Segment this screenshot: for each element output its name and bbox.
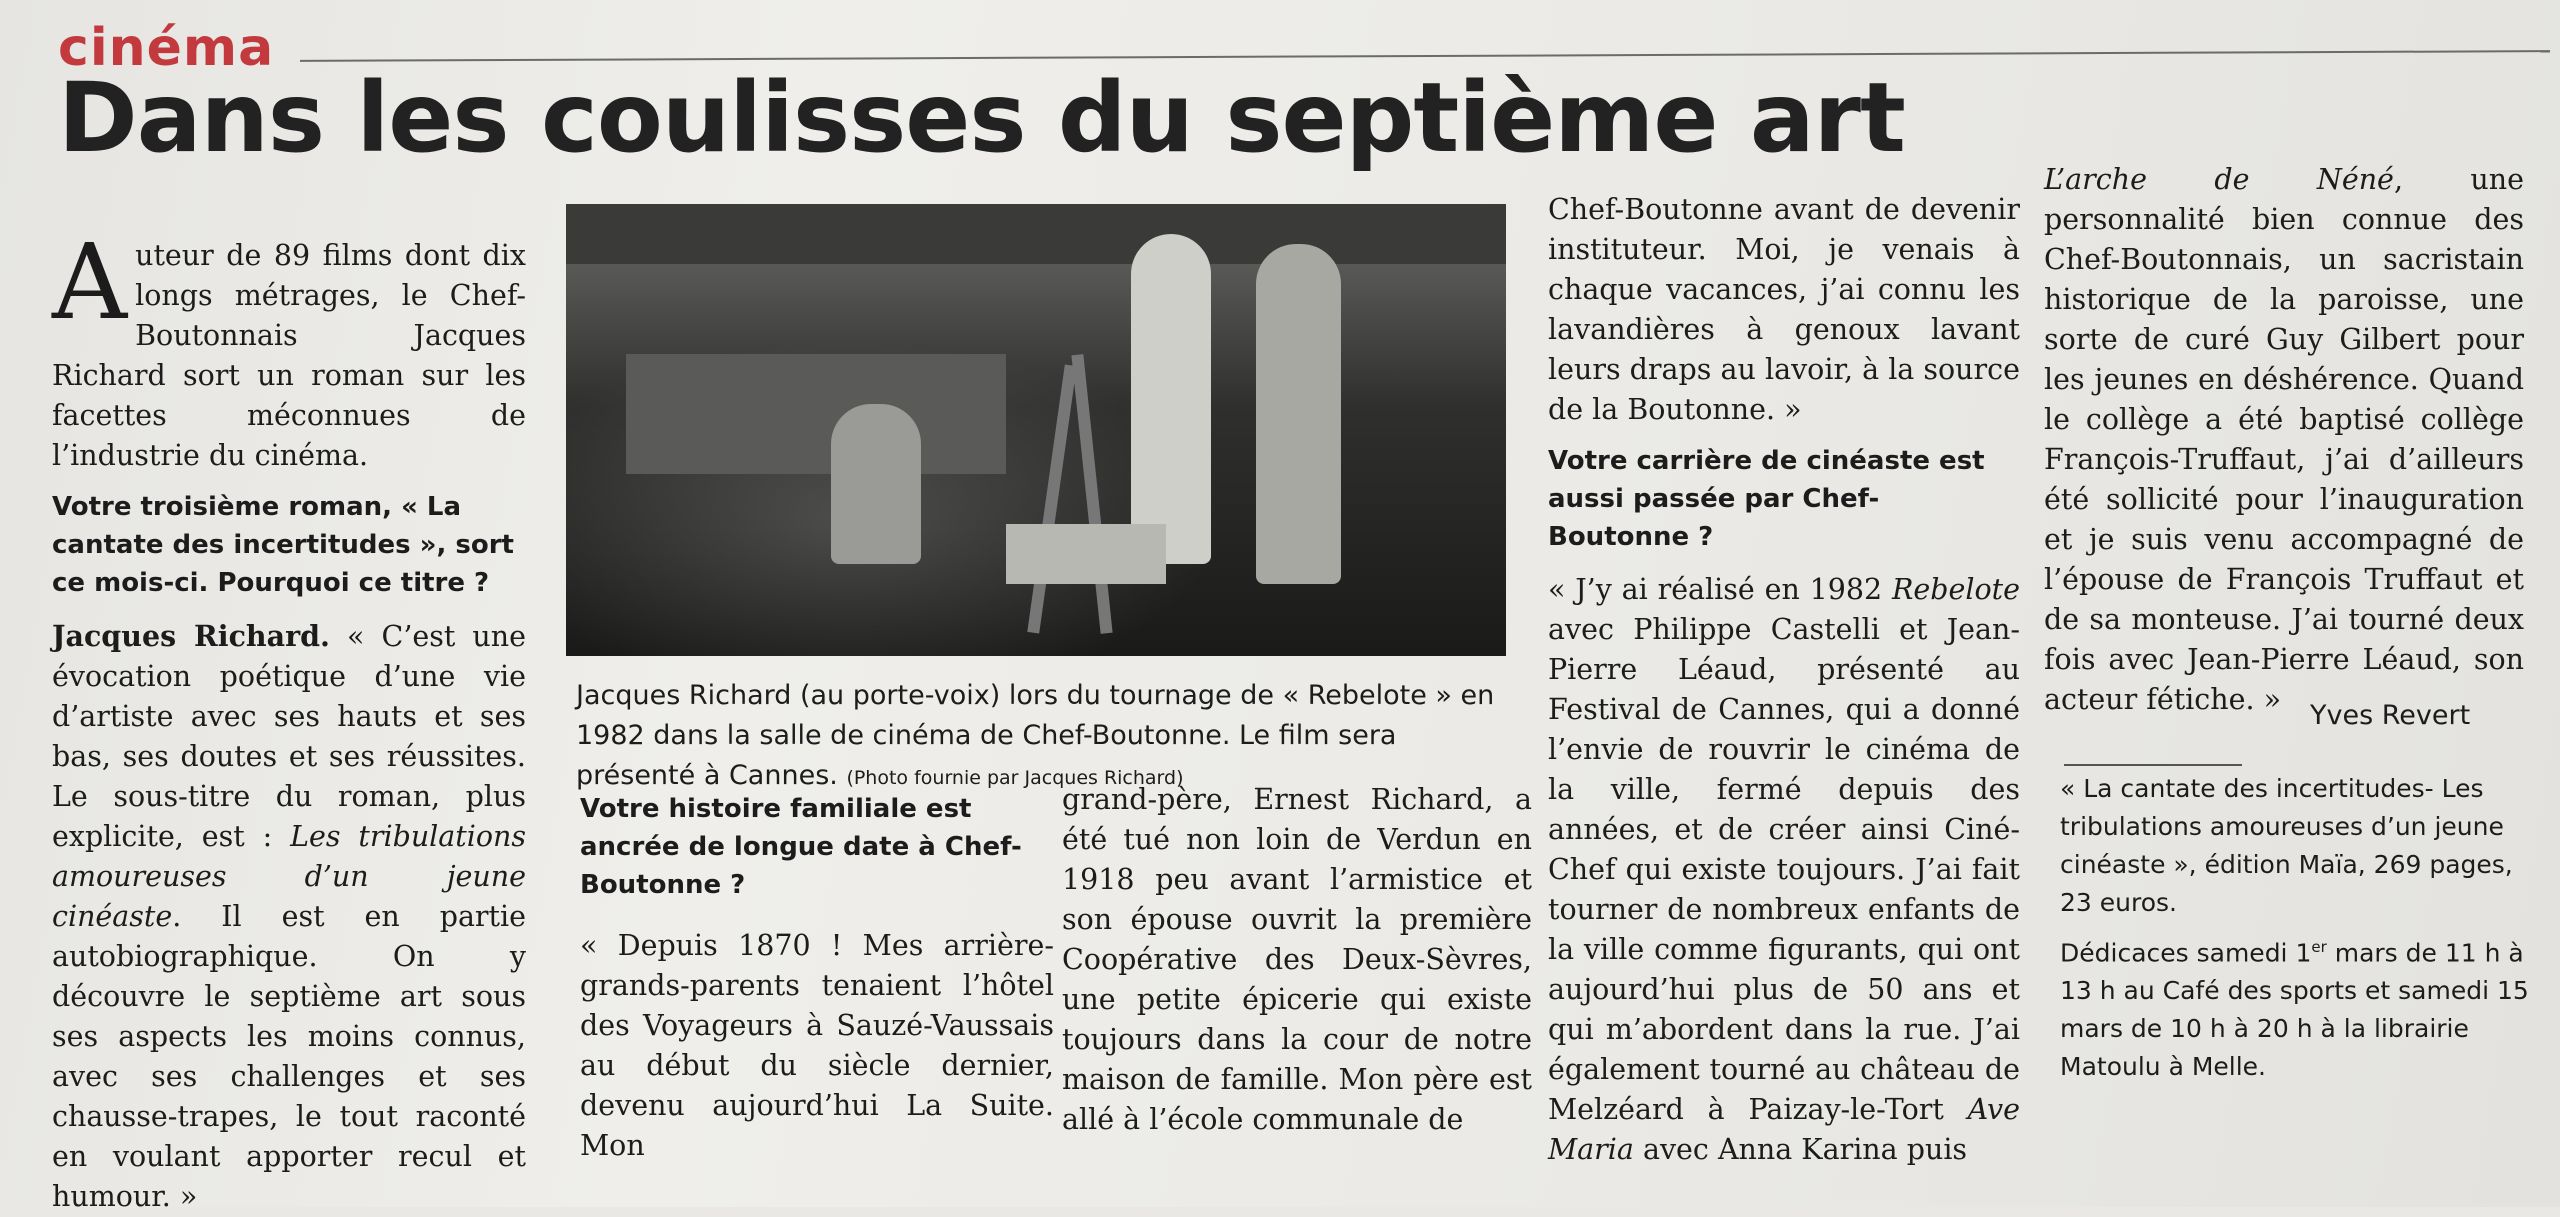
book-info-box [2060,770,2540,1092]
drop-cap: A [52,221,128,343]
column-1 [52,221,526,1217]
column-3 [1062,780,1532,1140]
answer-3: « J’y ai réalisé en 1982 Rebelote avec Philippe Castelli et Jean-Pierre Léaud, présenté au Festival de Cannes, qui a donné l’envie de rouvrir le cinéma de la ville, fermé depuis des années, et de créer ainsi Ciné-Chef qui existe toujours. J’ai fait tourner de nombreux enfants de la ville comme figurants, qui ont aujourd’hui plus de 50 ans et qui m’abordent dans la rue. J’ai également tourné au château de Melzéard à Paizay-le-Tort Ave Maria avec Anna Karina puis [1548,573,2020,1166]
film-set-photo [566,204,1506,656]
question-2: Votre histoire familiale est ancrée de longue date à Chef-Boutonne ? [580,794,1022,900]
column-2 [580,790,1054,1166]
signing-details: Dédicaces samedi 1er mars de 11 h à 13 h au Café des sports et samedi 15 mars de 10 h à 20 h à la librairie Matoulu à Melle. [2060,938,2529,1082]
article-headline: Dans les coulisses du septième art [58,62,1905,174]
column-4 [1548,190,2020,1170]
question-3: Votre carrière de cinéaste est aussi passée par Chef-Boutonne ? [1548,446,1985,552]
photo-credit: (Photo fournie par Jacques Richard) [846,767,1184,789]
question-1: Votre troisième roman, « La cantate des incertitudes », sort ce mois-ci. Pourquoi ce titre ? [52,492,514,598]
author-byline: Yves Revert [2310,700,2471,731]
speaker-name: Jacques Richard. [52,619,330,653]
answer-2-part-2: grand-père, Ernest Richard, a été tué non loin de Verdun en 1918 peu avant l’armistice et son épouse ouvrit la première Coopérative des Deux-Sèvres, une petite épicerie qui existe toujours dans la cour de notre maison de famille. Mon père est allé à l’école communale de [1062,783,1532,1136]
lead-paragraph: Auteur de 89 films dont dix longs métrages, le Chef-Boutonnais Jacques Richard sort un roman sur les facettes méconnues de l’industrie du cinéma. [52,221,526,472]
section-rubric: cinéma [58,18,275,78]
photo-caption: Jacques Richard (au porte-voix) lors du tournage de « Rebelote » en 1982 dans la salle de cinéma de Chef-Boutonne. Le film sera présenté à Cannes. (Photo fournie par Jacques Richard) [576,680,1495,791]
answer-2-part-3: Chef-Boutonne avant de devenir instituteur. Moi, je venais à chaque vacances, j’ai connu les lavandières à genoux lavant leurs draps au lavoir, à la source de la Boutonne. » [1548,193,2020,426]
book-details: « La cantate des incertitudes- Les tribulations amoureuses d’un jeune cinéaste », édition Maïa, 269 pages, 23 euros. [2060,774,2513,917]
column-5 [2044,160,2524,720]
answer-1: Jacques Richard. « C’est une évocation poétique d’une vie d’artiste avec ses hauts et ses bas, ses doutes et ses réussites. Le sous-titre du roman, plus explicite, est : Les tribulations amoureuses d’un jeune cinéaste. Il est en partie autobiographique. On y découvre le septième art sous ses aspects les moins connus, avec ses challenges et ses chausse-trapes, le tout raconté en voulant apporter recul et humour. » [52,619,526,1213]
answer-2-part-1: « Depuis 1870 ! Mes arrière-grands-parents tenaient l’hôtel des Voyageurs à Sauzé-Vaussais au début du siècle dernier, devenu aujourd’hui La Suite. Mon [580,929,1054,1162]
info-rule [2064,764,2242,766]
answer-3-end: L’arche de Néné, une personnalité bien connue des Chef-Boutonnais, un sacristain historique de la paroisse, une sorte de curé Guy Gilbert pour les jeunes en déshérence. Quand le collège a été baptisé collège François-Truffaut, j’ai d’ailleurs été sollicité pour l’inauguration et je suis venu accompagné de l’épouse de François Truffaut et de sa monteuse. J’ai tourné deux fois avec Jean-Pierre Léaud, son acteur fétiche. » [2044,163,2524,716]
